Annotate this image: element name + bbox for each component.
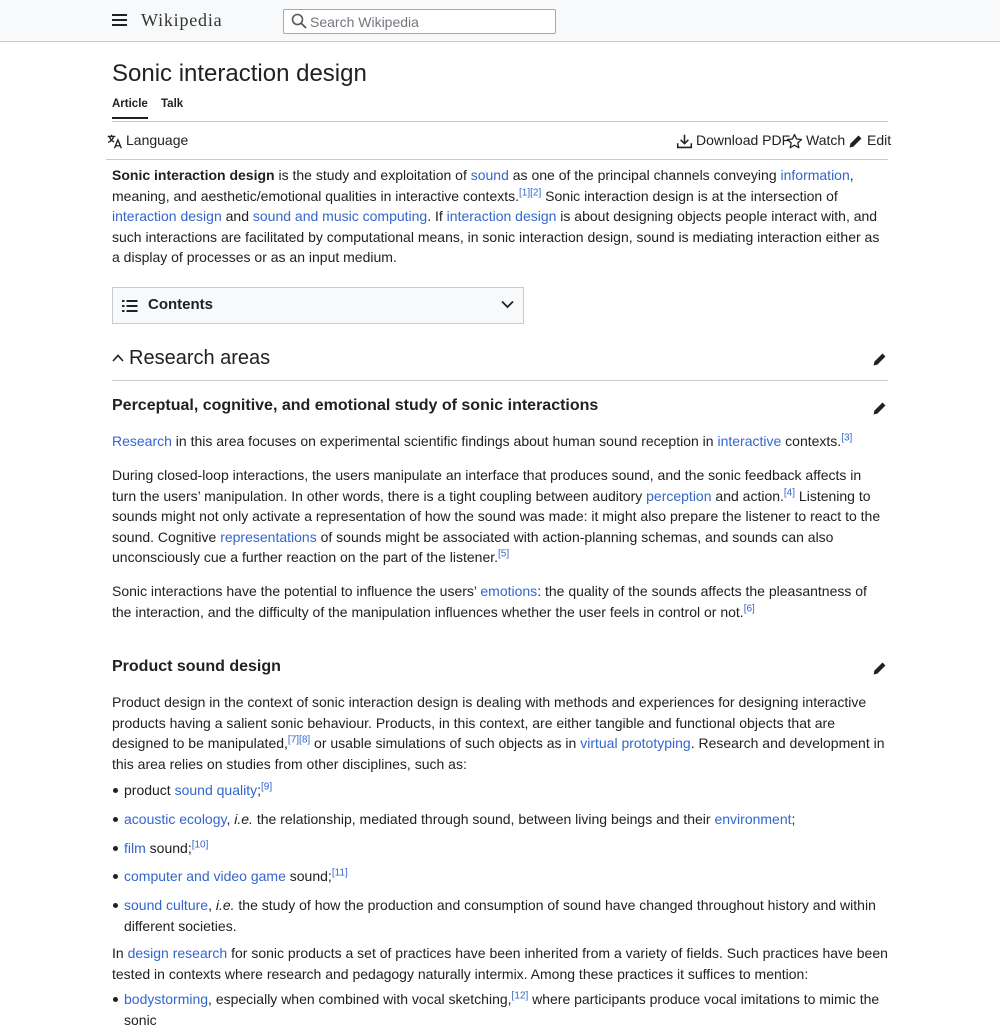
paragraph-text: of sounds might be associated with action-planning schemas, and sounds can also unconsciously cue a further reaction on the part of the listener.	[112, 528, 834, 566]
lead-text: . If	[427, 208, 447, 225]
contents-title: Contents	[148, 296, 213, 313]
chevron-down-icon[interactable]	[501, 300, 514, 309]
edit-section-icon[interactable]	[871, 660, 888, 677]
link-interactive[interactable]: interactive	[717, 433, 782, 449]
link-interaction-design[interactable]: interaction design	[112, 208, 222, 225]
ref-6[interactable]: [6]	[743, 602, 755, 614]
link-acoustic-ecology[interactable]: acoustic ecology	[124, 811, 227, 827]
chevron-up-icon[interactable]	[112, 354, 124, 362]
ref-4[interactable]: [4]	[783, 486, 796, 498]
link-design-research[interactable]: design research	[127, 945, 228, 961]
paragraph-text: . Research and development in this area relies on studies from other disciplines, such as:	[112, 735, 885, 772]
ref-5[interactable]: [5]	[498, 548, 510, 560]
link-perception[interactable]: perception	[646, 487, 712, 504]
link-sound-and-music-computing[interactable]: sound and music computing	[252, 208, 428, 225]
download-icon	[676, 133, 693, 150]
lead-text: and	[221, 208, 253, 225]
list-item	[112, 989, 888, 1030]
paragraph-text: During closed-loop interactions, the users manipulate an interface that produces sound, and the sonic feedback affects in turn the users’ manipulation. In other words, there is a tight coupling between auditory	[112, 467, 862, 504]
lead-text: is the study and exploitation of	[274, 167, 471, 183]
link-computer-and-video-game[interactable]: computer and video game	[124, 868, 286, 884]
ref-1[interactable]: [1]	[519, 186, 531, 198]
ref-7[interactable]: [7]	[287, 734, 300, 746]
download-pdf-label: Download PDF	[696, 132, 791, 148]
paragraph	[112, 692, 888, 774]
ref-9[interactable]: [9]	[261, 781, 273, 793]
lead-text: , meaning, and aesthetic/emotional qualities in interactive contexts.	[112, 167, 854, 204]
page-tabs	[112, 98, 888, 122]
paragraph	[112, 943, 888, 984]
lead-paragraph	[112, 165, 888, 268]
page-toolbar	[106, 129, 892, 160]
paragraph	[112, 431, 888, 452]
list-item-text: sound;	[145, 840, 192, 856]
list-item-text: i.e.	[215, 897, 235, 913]
search-box[interactable]	[283, 9, 556, 34]
paragraph-text: in this area focuses on experimental scientific findings about human sound reception in	[171, 433, 718, 449]
ref-8[interactable]: [8]	[299, 734, 311, 746]
search-input[interactable]	[310, 10, 550, 33]
list-item-text: where participants produce vocal imitations to mimic the sonic	[124, 991, 880, 1028]
wikipedia-wordmark[interactable]: Wikipedia	[141, 10, 223, 30]
ref-12[interactable]: [12]	[511, 990, 529, 1002]
list-item-text: the relationship, mediated through sound, between living beings and their	[252, 811, 715, 827]
paragraph-text: In	[112, 945, 128, 961]
pencil-icon	[847, 133, 864, 150]
section-research-areas	[112, 343, 888, 381]
list-item-text: i.e.	[234, 811, 253, 827]
link-sound-quality[interactable]: sound quality	[174, 782, 258, 798]
list-item-text: product	[124, 782, 175, 798]
edit-label: Edit	[867, 132, 892, 148]
link-research[interactable]: Research	[112, 433, 172, 449]
lead-text: is about designing objects people interact with, and such interactions are facilitated by computational means, in sonic interaction design, sound is mediating interaction either as a display of processes or as an input medium.	[112, 208, 880, 266]
list-icon	[122, 299, 138, 313]
paragraph-text: contexts.	[781, 433, 842, 449]
paragraph-text: for sonic products a set of practices have been inherited from a variety of fields. Such practices have been tested in contexts where research and pedagogy naturally intermix. Among these practices it suffices to mention:	[112, 945, 888, 982]
section-heading: Research areas	[129, 347, 271, 369]
edit-section-icon[interactable]	[871, 400, 888, 417]
paragraph-text: Sonic interactions have the potential to influence the users’	[112, 583, 481, 599]
ref-2[interactable]: [2]	[530, 186, 542, 198]
subsection-heading: Perceptual, cognitive, and emotional study of sonic interactions	[112, 397, 599, 414]
lead-text: Sonic interaction design is at the intersection of	[541, 187, 838, 204]
link-information[interactable]: information	[780, 167, 850, 183]
link-bodystorming[interactable]: bodystorming	[124, 991, 209, 1007]
paragraph-text: or usable simulations of such objects as in	[310, 735, 581, 752]
edit-section-icon[interactable]	[871, 351, 888, 368]
list-item-text: ,	[226, 811, 235, 827]
paragraph-text: Listening to sounds might not only activate a representation of how the sound was made: it might also prepare the listener to react to the sound. Cognitive	[112, 487, 881, 545]
watch-button[interactable]	[786, 132, 845, 150]
language-label: Language	[126, 132, 189, 148]
star-icon	[786, 133, 803, 150]
menu-icon[interactable]	[112, 14, 127, 26]
page-title: Sonic interaction design	[112, 60, 367, 87]
list-item	[112, 866, 888, 887]
list-item-text: ,	[208, 897, 216, 913]
link-sound-culture[interactable]: sound culture	[124, 897, 209, 913]
link-interaction-design-2[interactable]: interaction design	[446, 208, 557, 225]
link-virtual-prototyping[interactable]: virtual prototyping	[580, 735, 691, 752]
link-emotions[interactable]: emotions	[480, 583, 538, 599]
link-representations[interactable]: representations	[220, 528, 317, 545]
edit-button[interactable]	[847, 132, 891, 150]
list-item-text: the study of how the production and consumption of sound have changed throughout history and within different societies.	[124, 897, 876, 934]
paragraph	[112, 581, 888, 622]
ref-11[interactable]: [11]	[331, 867, 348, 879]
list-item-text: , especially when combined with vocal sketching,	[208, 991, 512, 1007]
tab-article[interactable]: Article	[112, 98, 148, 119]
search-icon	[291, 13, 307, 29]
list-item	[112, 809, 888, 830]
download-pdf-button[interactable]	[676, 132, 790, 150]
paragraph	[112, 465, 888, 568]
language-icon	[106, 133, 123, 150]
ref-3[interactable]: [3]	[841, 432, 853, 444]
paragraph-text: Product design in the context of sonic interaction design is dealing with methods and experiences for designing interactive products having a salient sonic behaviour. Products, in this context, are either tangible and functional objects that are designed to be manipulated,	[112, 694, 867, 752]
lead-text: as one of the principal channels conveying	[508, 167, 781, 183]
list-item	[112, 838, 888, 859]
link-film[interactable]: film	[124, 840, 146, 856]
list-item-text: sound;	[285, 868, 332, 884]
list-item-text: ;	[257, 782, 261, 798]
link-environment[interactable]: environment	[714, 811, 792, 827]
lead-bold-term: Sonic interaction design	[112, 167, 275, 183]
list-item	[112, 780, 888, 801]
paragraph-text: : the quality of the sounds affects the pleasantness of the interaction, and the difficulty of the manipulation influences whether the user feels in control or not.	[112, 583, 867, 620]
top-bar	[0, 0, 1000, 42]
list-item	[112, 895, 888, 936]
ref-10[interactable]: [10]	[191, 839, 209, 851]
watch-label: Watch	[806, 132, 846, 148]
subsection-heading: Product sound design	[112, 658, 281, 675]
list-item-text: ;	[791, 811, 796, 827]
tab-talk[interactable]: Talk	[161, 98, 184, 110]
paragraph-text: and action.	[711, 487, 784, 504]
language-button[interactable]	[106, 132, 188, 150]
link-sound[interactable]: sound	[470, 167, 509, 183]
table-of-contents[interactable]	[112, 287, 524, 324]
